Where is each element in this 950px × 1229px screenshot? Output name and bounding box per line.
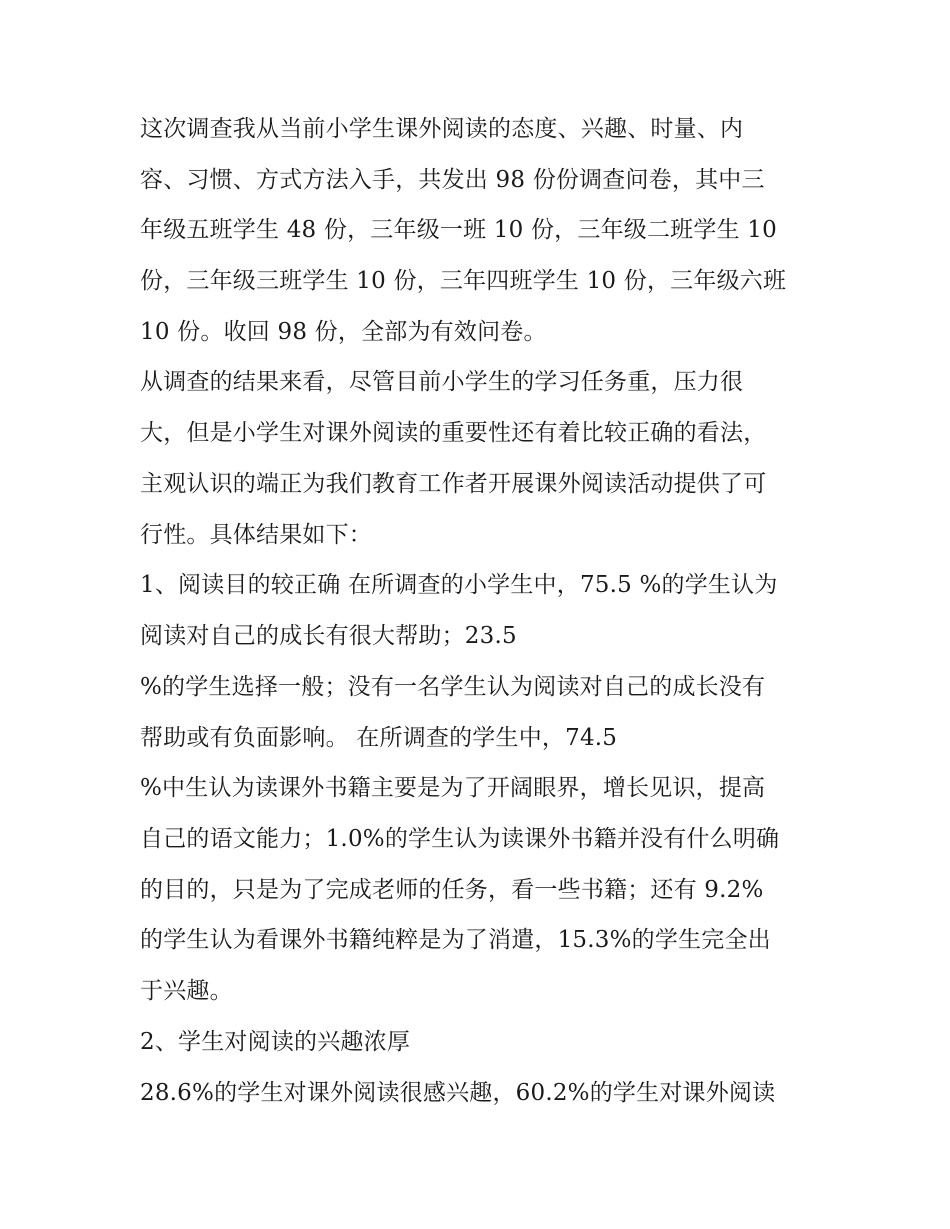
text-line: 这次调查我从当前小学生课外阅读的态度、兴趣、时量、内 [140, 116, 744, 142]
text-line: 容、习惯、方式方法入手，共发出 98 份份调查问卷，其中三 [140, 167, 765, 193]
text-line: 的学生认为看课外书籍纯粹是为了消遣，15.3%的学生完全出 [140, 927, 771, 953]
text-line: 阅读对自己的成长有很大帮助；23.5 [140, 623, 517, 649]
text-line: 28.6%的学生对课外阅读很感兴趣，60.2%的学生对课外阅读 [140, 1080, 776, 1106]
text-line: 份，三年级三班学生 10 份，三年四班学生 10 份，三年级六班 [140, 268, 787, 294]
text-line: 年级五班学生 48 份，三年级一班 10 份，三年级二班学生 10 [140, 217, 777, 243]
text-line: %的学生选择一般；没有一名学生认为阅读对自己的成长没有 [140, 674, 766, 700]
text-line: 于兴趣。 [140, 978, 233, 1004]
text-line: 大，但是小学生对课外阅读的重要性还有着比较正确的看法， [140, 420, 767, 446]
text-line: 帮助或有负面影响。 在所调查的学生中，74.5 [140, 725, 618, 751]
text-line: 行性。具体结果如下： [140, 522, 372, 548]
text-line: 1、阅读目的较正确 在所调查的小学生中，75.5 %的学生认为 [140, 572, 778, 598]
text-line: 的目的，只是为了完成老师的任务，看一些书籍；还有 9.2% [140, 877, 764, 903]
text-line: 10 份。收回 98 份，全部为有效问卷。 [140, 319, 547, 345]
text-line: 主观认识的端正为我们教育工作者开展课外阅读活动提供了可 [140, 471, 767, 497]
text-line: 2、学生对阅读的兴趣浓厚 [140, 1029, 411, 1055]
text-line: 自己的语文能力；1.0%的学生认为读课外书籍并没有什么明确 [140, 826, 780, 852]
text-line: %中生认为读课外书籍主要是为了开阔眼界，增长见识，提高 [140, 775, 766, 801]
text-line: 从调查的结果来看，尽管目前小学生的学习任务重，压力很 [140, 369, 744, 395]
